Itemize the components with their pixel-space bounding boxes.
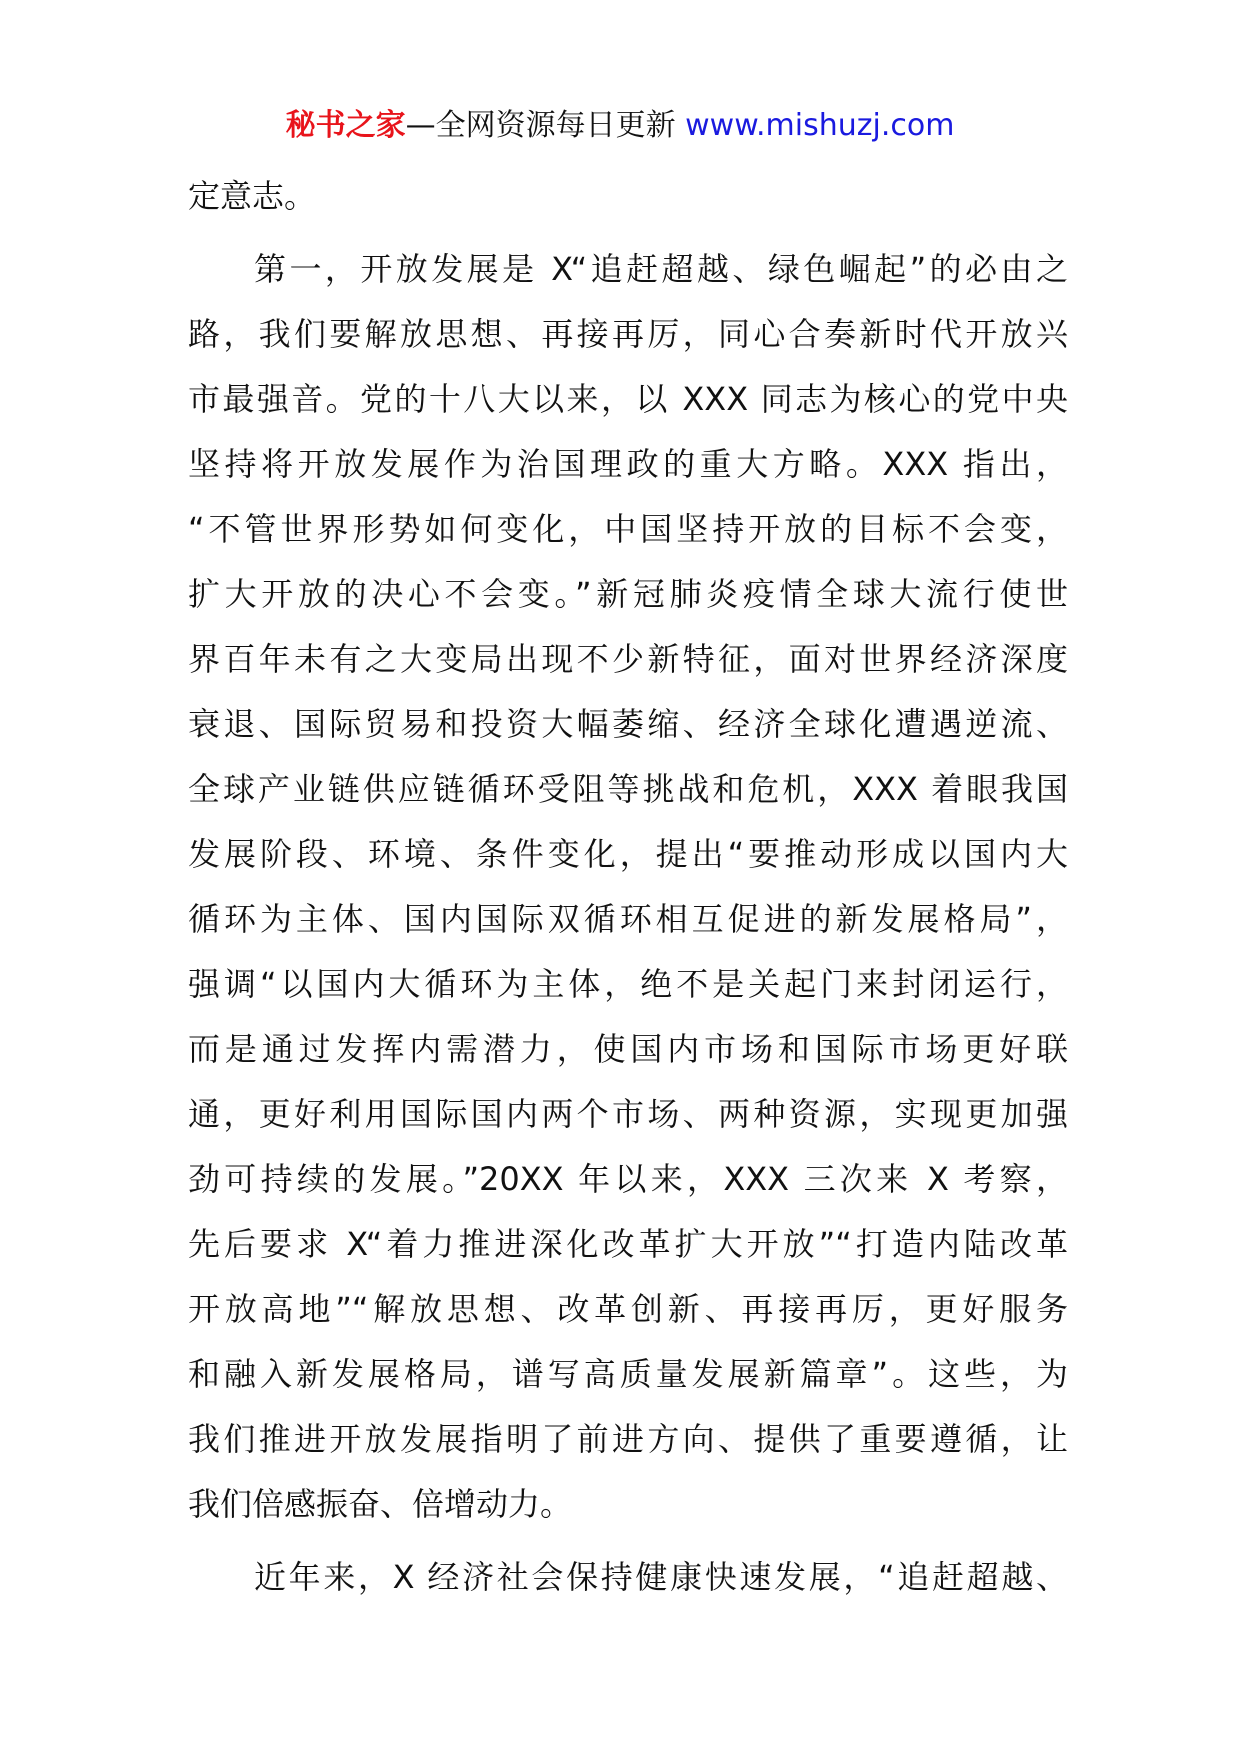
page-header (0, 104, 1240, 148)
document-body (188, 164, 1068, 1610)
header-slogan: —全网资源每日更新 (405, 108, 676, 143)
text-line: 循环为主体、国内国际双循环相互促进的新发展格局”， (188, 900, 1068, 938)
text-line: 衰退、国际贸易和投资大幅萎缩、经济全球化遭遇逆流、 (188, 705, 1068, 743)
text-line: 定意志。 (188, 177, 317, 215)
text-line: “不管世界形势如何变化，中国坚持开放的目标不会变， (188, 510, 1068, 548)
text-line: 先后要求 X“着力推进深化改革扩大开放”“打造内陆改革 (188, 1225, 1068, 1263)
text-line: 通，更好利用国际国内两个市场、两种资源，实现更加强 (188, 1095, 1068, 1133)
text-line: 和融入新发展格局，谱写高质量发展新篇章”。这些，为 (188, 1355, 1068, 1393)
text-line: 界百年未有之大变局出现不少新特征，面对世界经济深度 (188, 640, 1068, 678)
text-line: 劲可持续的发展。”20XX 年以来，XXX 三次来 X 考察， (188, 1160, 1068, 1198)
site-url-link[interactable]: www.mishuzj.com (685, 108, 955, 143)
text-line: 我们倍感振奋、倍增动力。 (188, 1485, 573, 1523)
paragraph-first-line: 第一，开放发展是 X“追赶超越、绿色崛起”的必由之 (254, 250, 1068, 288)
text-line: 坚持将开放发展作为治国理政的重大方略。XXX 指出， (188, 445, 1068, 483)
text-line: 而是通过发挥内需潜力，使国内市场和国际市场更好联 (188, 1030, 1068, 1068)
text-line: 扩大开放的决心不会变。”新冠肺炎疫情全球大流行使世 (188, 575, 1068, 613)
brand-name: 秘书之家 (285, 108, 406, 143)
text-line: 全球产业链供应链循环受阻等挑战和危机，XXX 着眼我国 (188, 770, 1068, 808)
paragraph-first-line: 近年来，X 经济社会保持健康快速发展，“追赶超越、 (254, 1558, 1068, 1596)
text-line: 路，我们要解放思想、再接再厉，同心合奏新时代开放兴 (188, 315, 1068, 353)
text-line: 强调“以国内大循环为主体，绝不是关起门来封闭运行， (188, 965, 1068, 1003)
text-line: 开放高地”“解放思想、改革创新、再接再厉，更好服务 (188, 1290, 1068, 1328)
text-line: 市最强音。党的十八大以来，以 XXX 同志为核心的党中央 (188, 380, 1068, 418)
text-line: 发展阶段、环境、条件变化，提出“要推动形成以国内大 (188, 835, 1068, 873)
text-line: 我们推进开放发展指明了前进方向、提供了重要遵循，让 (188, 1420, 1068, 1458)
